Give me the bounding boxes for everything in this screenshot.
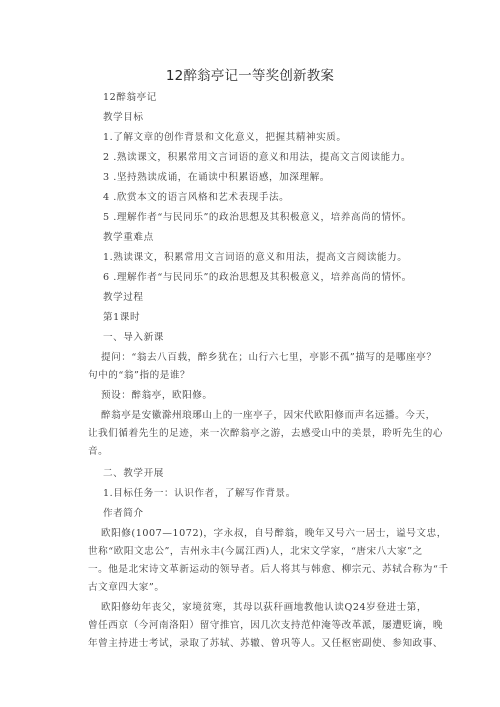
section-heading-key-points: 教学重难点 (103, 232, 154, 243)
objective-item: 3 .坚持熟读成诵，在诵读中积累语感，加深理解。 (103, 172, 330, 183)
paragraph-line: 古文章四大家”。 (88, 582, 165, 593)
key-point-item: 6 .理解作者“与民同乐”的政治思想及其积极意义，培养高尚的情怀。 (103, 272, 412, 283)
key-point-item: 1.熟读课文，积累常用文言词语的意义和用法，提高文言阅读能力。 (103, 252, 408, 263)
paragraph-line: 音。 (88, 446, 109, 457)
paragraph-line: 世称“欧阳文忠公”，吉州永丰(今属江西)人，北宋文学家，“唐宋八大家”之 (88, 546, 423, 557)
part-heading-development: 二、教学开展 (103, 468, 164, 479)
paragraph-line: 年曾主持进士考试，录取了苏轼、苏辙、曾巩等人。又任枢密副使、参知政事、 (88, 638, 444, 649)
paragraph-line: 句中的“翁”指的是谁？ (88, 370, 191, 381)
document-title: 12醉翁亭记一等奖创新教案 (165, 68, 335, 84)
paragraph-line: 曾任西京（今河南洛阳）留守推官，因几次支持范仲淹等改革派，屡遭贬谪，晚 (88, 620, 444, 631)
paragraph-line: 欧阳修幼年丧父，家境贫寒，其母以荻秆画地教他认读Q24岁登进士第， (101, 602, 428, 613)
paragraph-line: 一。他是北宋诗文革新运动的领导者。后人将其与韩愈、柳宗元、苏轼合称为“千 (88, 564, 449, 575)
objective-item: 1.了解文章的创作背景和文化意义，把握其精神实质。 (103, 132, 347, 143)
paragraph-line: 醉翁亭是安徽滁州琅琊山上的一座亭子，因宋代欧阳修而声名远播。今天， (101, 410, 436, 421)
objective-item: 2 .熟读课文，积累常用文言词语的意义和用法，提高文言阅读能力。 (103, 152, 412, 163)
paragraph-line: 预设：醉翁亭，欧阳修。 (101, 390, 213, 401)
lesson-heading: 12醉翁亭记 (103, 92, 157, 103)
objective-item: 4 .欣赏本文的语言风格和艺术表现手法。 (103, 192, 290, 203)
task-heading: 1.目标任务一：认识作者，了解写作背景。 (103, 488, 296, 499)
lesson-period-heading: 第1课时 (103, 312, 141, 323)
section-heading-process: 教学过程 (103, 292, 144, 303)
section-heading-objectives: 教学目标 (103, 112, 144, 123)
paragraph-line: 让我们循着先生的足迹，来一次醉翁亭之游，去感受山中的美景，聆听先生的心 (88, 428, 444, 439)
paragraph-line: 提问：“翁去八百载，醉乡犹在；山行六七里，亭影不孤”描写的是哪座亭？ (101, 352, 437, 363)
part-heading-intro: 一、导入新课 (103, 332, 164, 343)
subheading-author: 作者简介 (103, 508, 144, 519)
paragraph-line: 欧阳修(1007—1072)，字永叔，自号醉翁，晚年又号六一居士，谥号文忠， (101, 528, 447, 539)
objective-item: 5 .理解作者“与民同乐”的政治思想及其积极意义，培养高尚的情怀。 (103, 212, 412, 223)
